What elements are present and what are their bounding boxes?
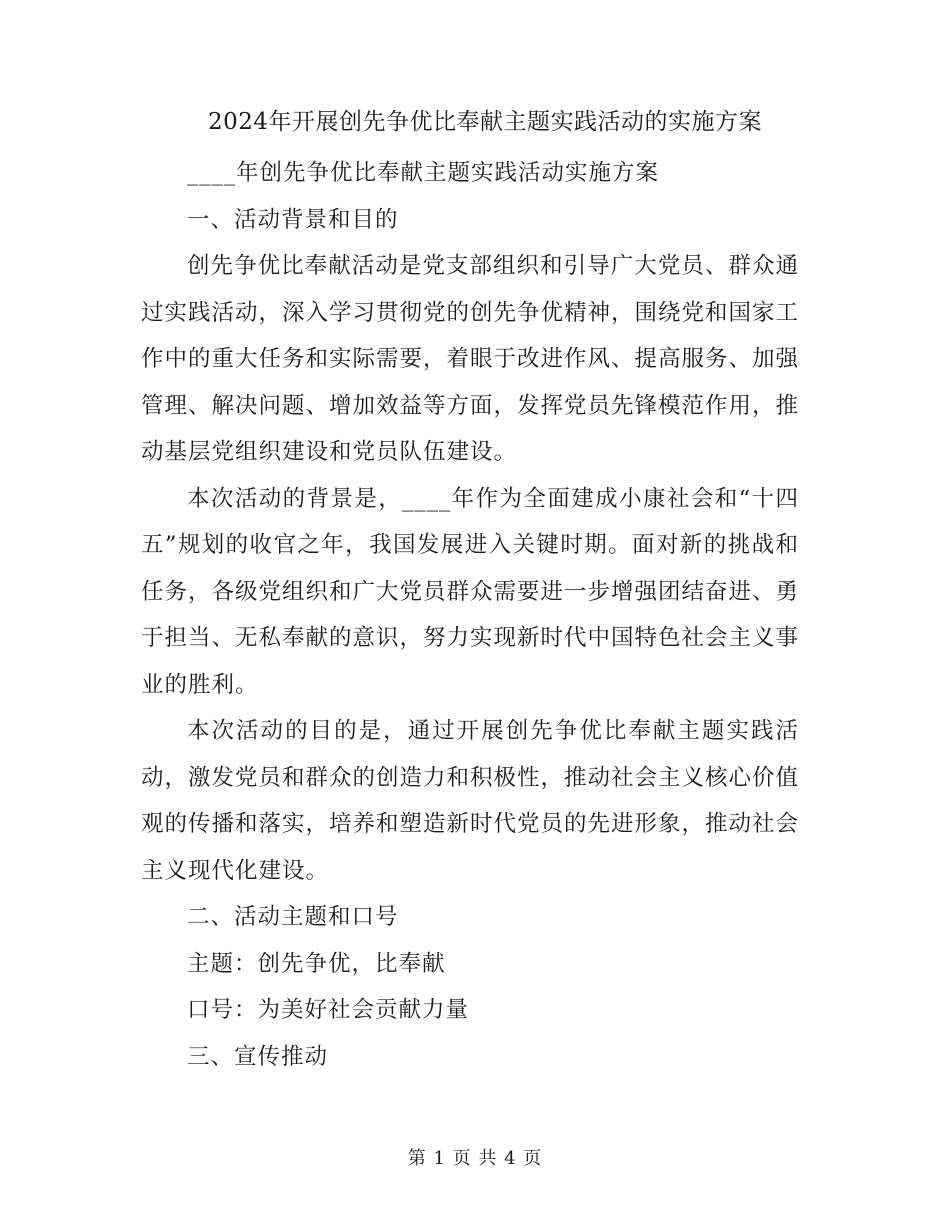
page-footer: 第 1 页 共 4 页: [407, 1148, 543, 1169]
section-heading-3: 三、宣传推动: [187, 1043, 329, 1070]
document-subtitle: ____年创先争优比奉献主题实践活动实施方案: [187, 160, 660, 186]
document-body: [141, 150, 799, 1080]
body-paragraph: 创先争优比奉献活动是党支部组织和引导广大党员、群众通过实践活动，深入学习贯彻党的创先争优精神，围绕党和国家工作中的重大任务和实际需要，着眼于改进作风、提高服务、加强管理、解决问题、增加效益等方面，发挥党员先锋模范作用，推动基层党组织建设和党员队伍建设。: [141, 253, 800, 465]
document-title: 2024年开展创先争优比奉献主题实践活动的实施方案: [208, 109, 763, 135]
section-heading-1: 一、活动背景和目的: [187, 206, 399, 233]
slogan-line: 口号：为美好社会贡献力量: [187, 997, 470, 1023]
body-paragraph: 本次活动的背景是，____年作为全面建成小康社会和“十四五”规划的收官之年，我国发展进入关键时期。面对新的挑战和任务，各级党组织和广大党员群众需要进一步增强团结奋进、勇于担当、无私奉献的意识，努力实现新时代中国特色社会主义事业的胜利。: [141, 485, 800, 698]
body-paragraph: 本次活动的目的是，通过开展创先争优比奉献主题实践活动，激发党员和群众的创造力和积极性，推动社会主义核心价值观的传播和落实，培养和塑造新时代党员的先进形象，推动社会主义现代化建设。: [141, 718, 800, 884]
section-heading-2: 二、活动主题和口号: [187, 904, 399, 930]
theme-line: 主题：创先争优，比奉献: [187, 950, 446, 977]
